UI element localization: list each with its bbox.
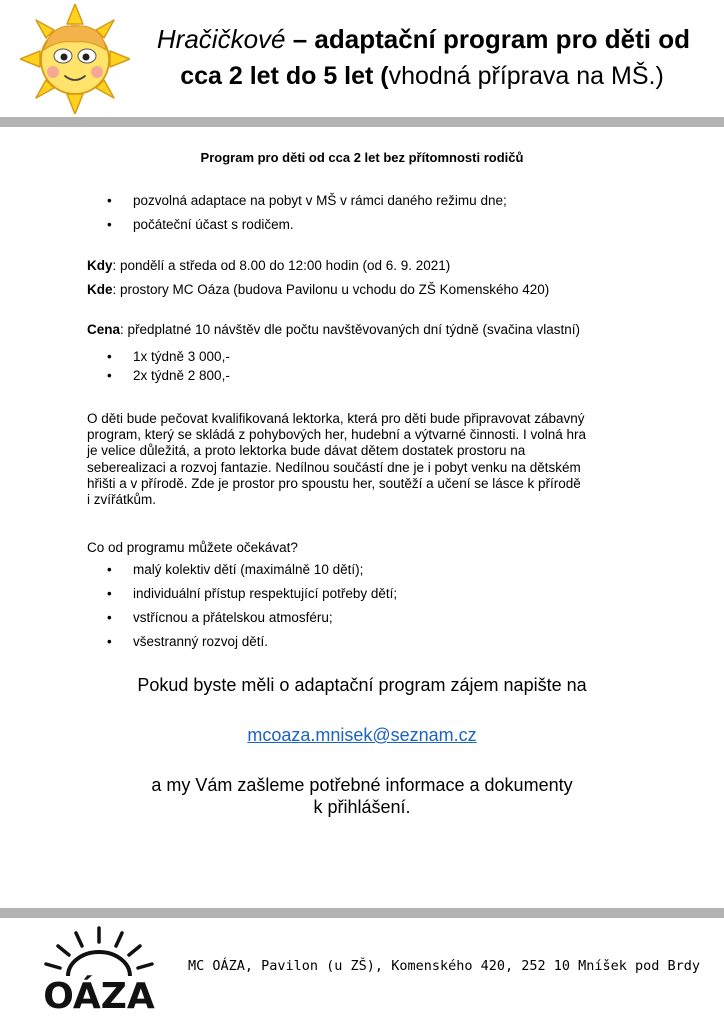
list-item: • všestranný rozvoj dětí. bbox=[87, 630, 647, 654]
svg-text:OÁZA: OÁZA bbox=[43, 976, 155, 1016]
list-item: • malý kolektiv dětí (maximálně 10 dětí); bbox=[87, 558, 647, 582]
price-line bbox=[87, 322, 580, 337]
kdy-text: : pondělí a středa od 8.00 do 12:00 hodin (od 6. 9. 2021) bbox=[112, 258, 451, 273]
kdy-label: Kdy bbox=[87, 258, 113, 273]
cta-line3b: k přihlášení. bbox=[313, 797, 411, 817]
title-age-range: cca 2 let do 5 let ( bbox=[180, 62, 389, 90]
kde-text: : prostory MC Oáza (budova Pavilonu u vchodu do ZŠ Komenského 420) bbox=[112, 282, 550, 297]
title-rest: – adaptační program pro děti od bbox=[285, 24, 690, 54]
footer-address: MC OÁZA, Pavilon (u ZŠ), Komenského 420, 252 10 Mníšek pod Brdy bbox=[188, 958, 701, 974]
cena-label: Cena bbox=[87, 322, 121, 337]
kde-label: Kde bbox=[87, 282, 113, 297]
paragraph-line: program, který se skládá z pohybových her, hudební a výtvarné činnosti. I volná hra bbox=[87, 427, 587, 443]
list-item: • 1x týdně 3 000,- bbox=[87, 347, 387, 366]
page-title-line2 bbox=[0, 62, 724, 91]
title-program-name: Hračičkové bbox=[156, 24, 286, 54]
list-item: • počáteční účast s rodičem. bbox=[87, 213, 647, 237]
schedule-line bbox=[87, 258, 450, 273]
expect-bullet-list bbox=[87, 558, 647, 654]
paragraph-line: seberealizaci a rozvoj fantazie. Nedílnou součástí dne je i pobyt venku na dětském bbox=[87, 459, 581, 475]
oaza-logo bbox=[28, 920, 170, 1016]
cta-email-row bbox=[0, 725, 724, 746]
title-note: vhodná příprava na MŠ.) bbox=[388, 62, 664, 90]
cena-text: : předplatné 10 návštěv dle počtu navštěvovaných dní týdně (svačina vlastní) bbox=[120, 322, 581, 337]
footer-divider bbox=[0, 908, 724, 918]
expect-heading: Co od programu můžete očekávat? bbox=[87, 540, 298, 555]
description-paragraph bbox=[87, 411, 632, 508]
program-subheading: Program pro děti od cca 2 let bez přítomnosti rodičů bbox=[200, 150, 524, 165]
cta-line1: Pokud byste měli o adaptační program zájem napište na bbox=[137, 675, 587, 695]
paragraph-line: hřišti a v přírodě. Zde je prostor pro spoustu her, soutěží a učení se lásce k přírodě bbox=[87, 475, 581, 491]
location-line bbox=[87, 282, 549, 297]
list-item: • pozvolná adaptace na pobyt v MŠ v rámci daného režimu dne; bbox=[87, 189, 647, 213]
paragraph-line: i zvířátkům. bbox=[87, 492, 157, 508]
intro-bullet-list bbox=[87, 189, 647, 237]
email-link[interactable]: mcoaza.mnisek@seznam.cz bbox=[247, 725, 477, 745]
price-bullet-list bbox=[87, 347, 387, 385]
paragraph-line: O děti bude pečovat kvalifikovaná lektorka, která pro děti bude připravovat zábavný bbox=[87, 411, 585, 426]
list-item: • individuální přístup respektující potřeby dětí; bbox=[87, 582, 647, 606]
cta-line3a: a my Vám zašleme potřebné informace a dokumenty bbox=[151, 775, 573, 795]
header-divider bbox=[0, 117, 724, 127]
list-item: • vstřícnou a přátelskou atmosféru; bbox=[87, 606, 647, 630]
page-title-line1 bbox=[0, 24, 724, 55]
list-item: • 2x týdně 2 800,- bbox=[87, 366, 387, 385]
sun-mascot-logo bbox=[20, 4, 130, 114]
paragraph-line: je velice důležitá, a proto lektorka bude dávat dětem dostatek prostoru na bbox=[87, 443, 526, 459]
